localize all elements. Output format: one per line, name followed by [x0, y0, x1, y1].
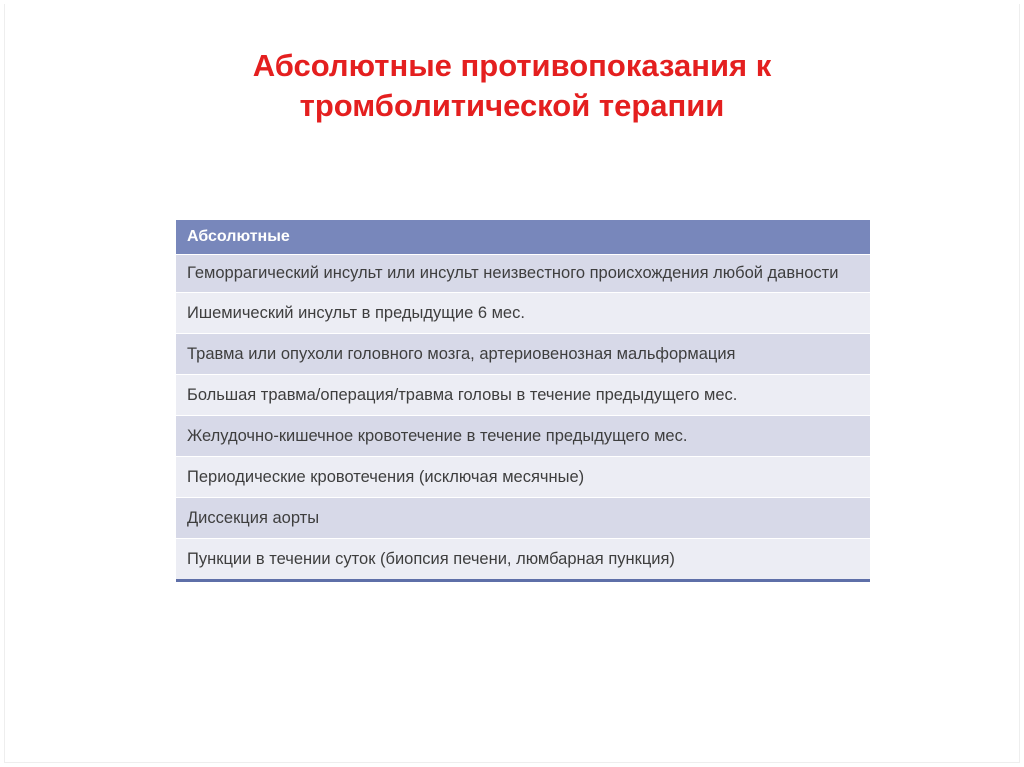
table-cell: Большая травма/операция/травма головы в течение предыдущего мес. — [176, 375, 870, 416]
title-line-1: Абсолютные противопоказания к — [252, 48, 772, 83]
table-row — [176, 498, 870, 539]
table-cell: Желудочно-кишечное кровотечение в течение предыдущего мес. — [176, 416, 870, 457]
page-title — [0, 46, 1024, 126]
table-row — [176, 293, 870, 334]
table-row — [176, 334, 870, 375]
table-cell: Травма или опухоли головного мозга, артериовенозная мальформация — [176, 334, 870, 375]
table-header-row — [176, 220, 870, 255]
table-row — [176, 539, 870, 580]
contraindications-table — [176, 220, 870, 580]
table-row — [176, 457, 870, 498]
table-row — [176, 255, 870, 293]
table-cell: Диссекция аорты — [176, 498, 870, 539]
table-row — [176, 416, 870, 457]
table-row — [176, 375, 870, 416]
table-cell: Геморрагический инсульт или инсульт неизвестного происхождения любой давности — [176, 255, 870, 293]
table-header-cell: Абсолютные — [176, 220, 870, 255]
title-line-2: тромболитической терапии — [299, 88, 725, 123]
table-cell: Пункции в течении суток (биопсия печени, люмбарная пункция) — [176, 539, 870, 580]
table-bottom-rule — [176, 579, 870, 582]
table-cell: Периодические кровотечения (исключая месячные) — [176, 457, 870, 498]
table-cell: Ишемический инсульт в предыдущие 6 мес. — [176, 293, 870, 334]
